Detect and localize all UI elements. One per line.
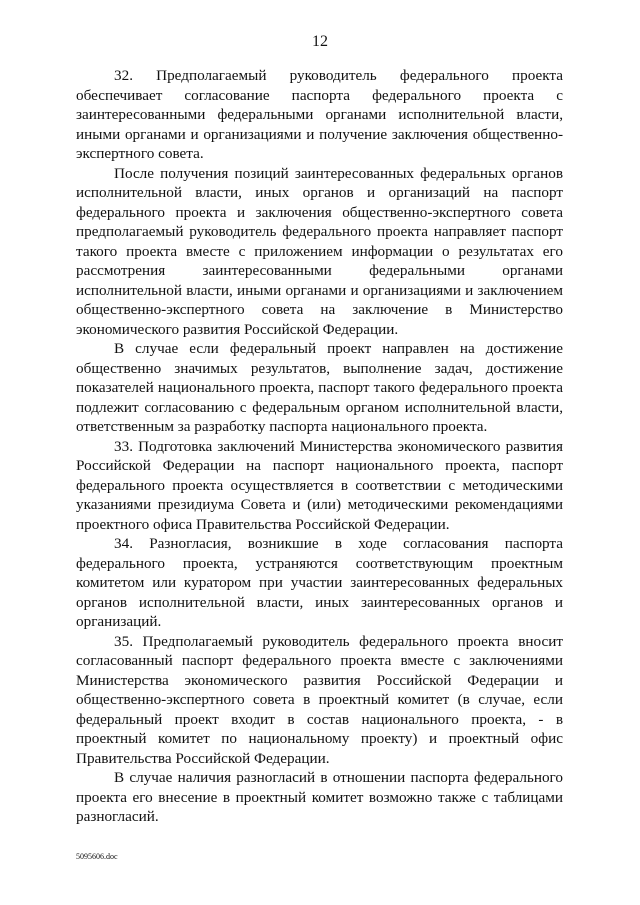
paragraph-35-disagreements: В случае наличия разногласий в отношении паспорта федерального проекта его внесение в проектный комитет возможно также с таблицами разногласий. (76, 769, 563, 825)
page-number: 12 (312, 33, 328, 50)
paragraph-32-national-project: В случае если федеральный проект направлен на достижение общественно значимых результатов, выполнение задач, достижение показателей национального проекта, паспорт такого федерального проекта подлежит согласованию с федеральным органом исполнительной власти, ответственным за разработку паспорта национального проекта. (76, 340, 563, 435)
document-body (76, 66, 563, 827)
paragraph-35: 35. Предполагаемый руководитель федерального проекта вносит согласованный паспорт федерального проекта вместе с заключениями Министерства экономического развития Российской Федерации и общественно-экспертного совета в проектный комитет (в случае, если федеральный проект входит в состав национального проекта, - в проектный комитет по национальному проекту) и проектный офис Правительства Российской Федерации. (76, 632, 563, 767)
paragraph-32: 32. Предполагаемый руководитель федерального проекта обеспечивает согласование паспорта федерального проекта с заинтересованными федеральными органами исполнительной власти, иными органами и организациями и получение заключения общественно-экспертного совета. (76, 67, 563, 162)
paragraph-34: 34. Разногласия, возникшие в ходе согласования паспорта федерального проекта, устраняются соответствующим проектным комитетом или куратором при участии заинтересованных федеральных органов исполнительной власти, иных заинтересованных органов и организаций. (76, 535, 563, 630)
document-footer-code: 5095606.doc (76, 852, 118, 861)
paragraph-32-continuation: После получения позиций заинтересованных федеральных органов исполнительной власти, иных органов и организаций на паспорт федерального проекта и заключения общественно-экспертного совета предполагаемый руководитель федерального проекта направляет паспорт такого проекта вместе с приложением информации о результатах его рассмотрения заинтересованными федеральными органами исполнительной власти, иными органами и организациями и заключением общественно-экспертного совета на заключение в Министерство экономического развития Российской Федерации. (76, 164, 563, 338)
paragraph-33: 33. Подготовка заключений Министерства экономического развития Российской Федерации на паспорт национального проекта, паспорт федерального проекта осуществляется в соответствии с методическими указаниями президиума Совета и (или) методическими рекомендациями проектного офиса Правительства Российской Федерации. (76, 437, 563, 533)
